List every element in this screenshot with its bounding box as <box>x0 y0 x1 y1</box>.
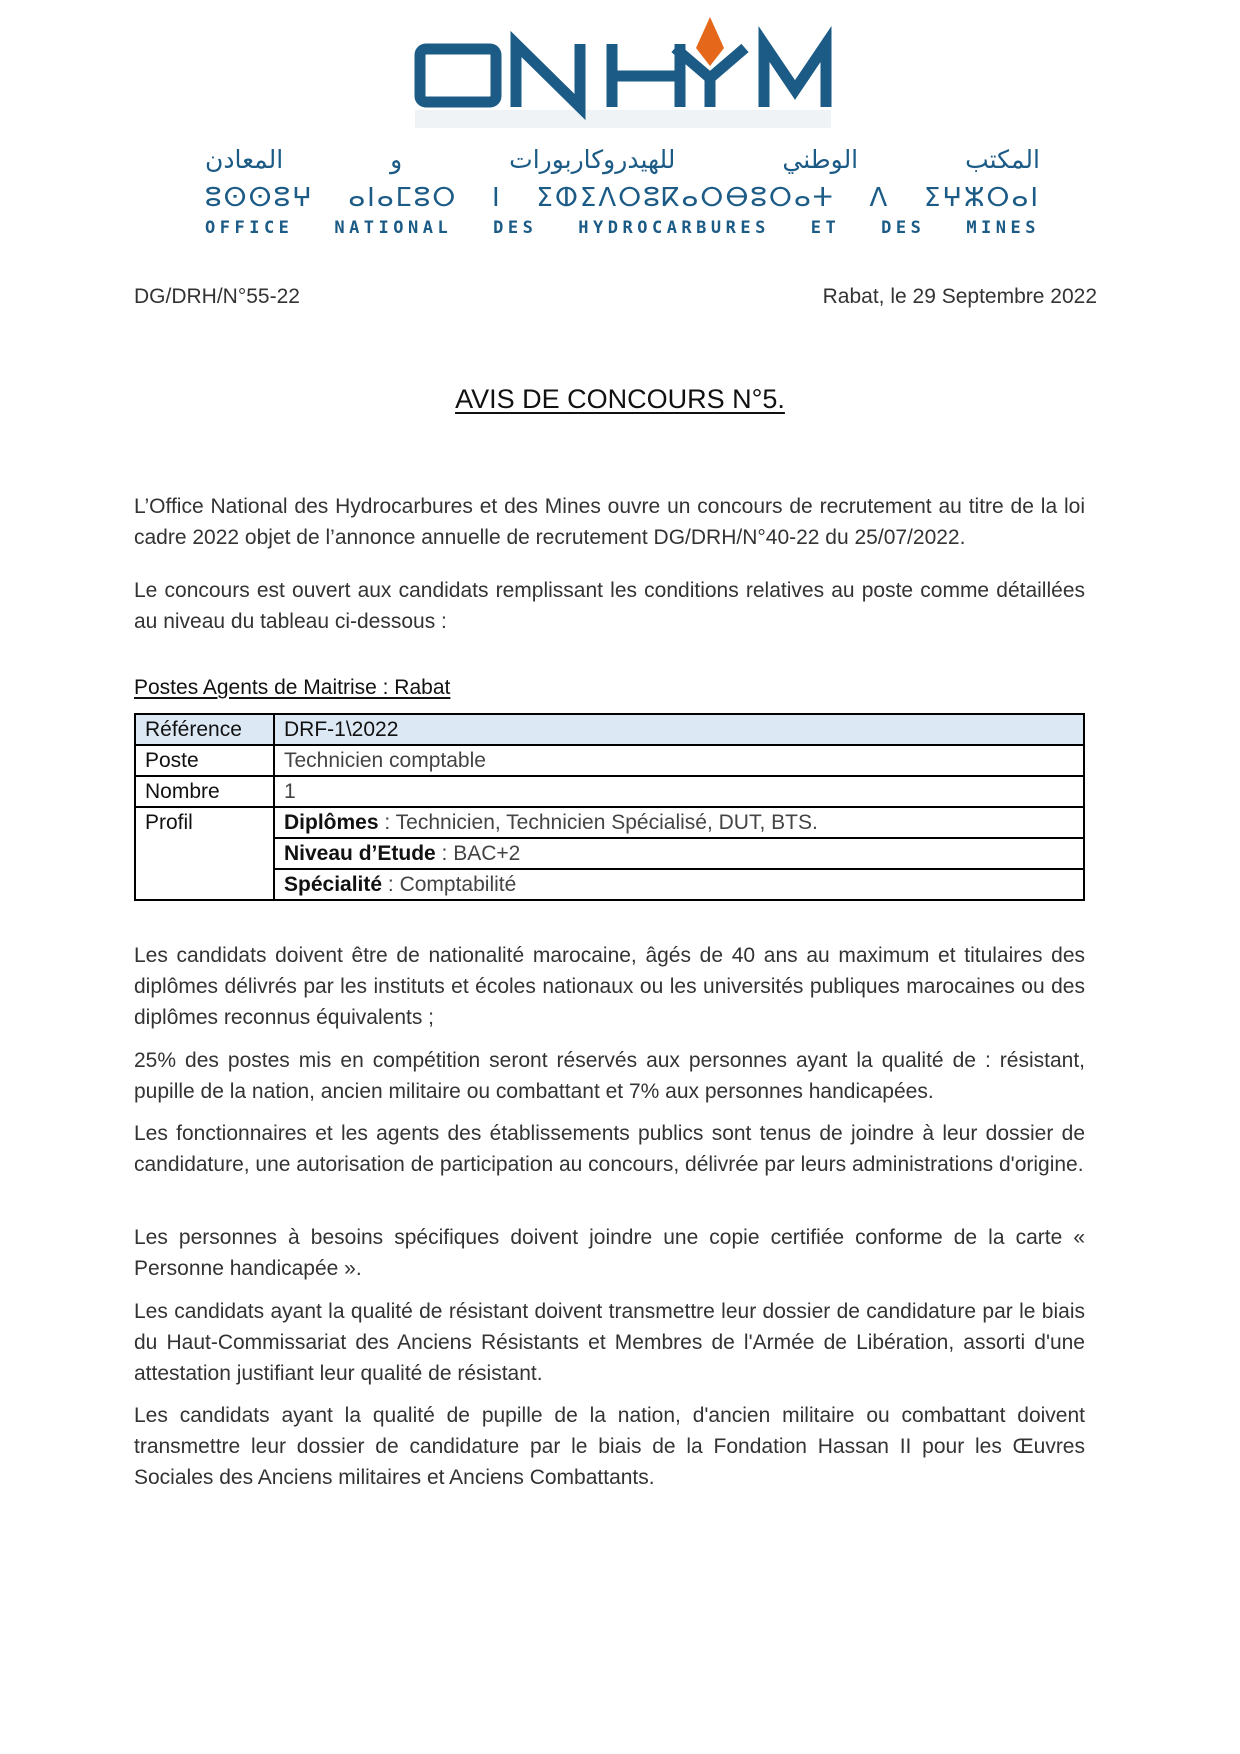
intro-paragraph: L’Office National des Hydrocarbures et des Mines ouvre un concours de recrutement au titre de la loi cadre 2022 objet de l’annonce annuelle de recrutement DG/DRH/N°40-22 du 25/07/2022. <box>134 495 1085 549</box>
row-label: Profil <box>135 807 274 900</box>
profil-key: Diplômes <box>284 811 379 834</box>
row-label: Nombre <box>135 776 274 807</box>
table-row <box>135 714 1084 745</box>
office-name: OFFICE NATIONAL DES HYDROCARBURES ET DES MINES <box>205 218 1040 238</box>
row-value: DRF-1\2022 <box>274 714 1084 745</box>
profil-sep: : <box>378 811 396 834</box>
table-row <box>135 869 1084 900</box>
table-row <box>135 745 1084 776</box>
table-row <box>135 807 1084 838</box>
body-paragraph: 25% des postes mis en compétition seront réservés aux personnes ayant la qualité de : résistant, pupille de la nation, ancien militaire ou combattant et 7% aux personnes handicapées. <box>134 1049 1085 1103</box>
profil-diplomes <box>274 807 1084 838</box>
document-date: Rabat, le 29 Septembre 2022 <box>822 285 1097 308</box>
row-label: Poste <box>135 745 274 776</box>
intro-paragraph: Le concours est ouvert aux candidats remplissant les conditions relatives au poste comme détaillées au niveau du tableau ci-dessous : <box>134 579 1085 633</box>
table-row <box>135 776 1084 807</box>
profil-value: Comptabilité <box>399 873 517 896</box>
onhym-logo-mark-icon <box>0 0 1240 135</box>
row-value: Technicien comptable <box>274 745 1084 776</box>
profil-key: Spécialité <box>284 873 383 896</box>
profil-niveau <box>274 838 1084 869</box>
profil-sep: : <box>435 842 454 865</box>
document-reference: DG/DRH/N°55-22 <box>134 285 300 308</box>
body-paragraph: Les fonctionnaires et les agents des établissements publics sont tenus de joindre à leur dossier de candidature, une autorisation de participation au concours, délivrée par leurs administrations d'origine. <box>134 1122 1085 1176</box>
profil-value: BAC+2 <box>453 842 521 865</box>
body-paragraph: Les candidats ayant la qualité de pupille de la nation, d'ancien militaire ou combattant doivent transmettre leur dossier de candidature par le biais de la Fondation Hassan II pour les Œuvres Sociales des Anciens militaires et Anciens Combattants. <box>134 1404 1085 1489</box>
row-label: Référence <box>135 714 274 745</box>
page-title-text: AVIS DE CONCOURS N°5. <box>455 384 785 414</box>
profil-specialite <box>274 869 1084 900</box>
body-paragraph: Les candidats ayant la qualité de résistant doivent transmettre leur dossier de candidature par le biais du Haut-Commissariat des Anciens Résistants et Membres de l'Armée de Libération, assorti d'une attestation justifiant leur qualité de résistant. <box>134 1300 1085 1385</box>
table-heading: Postes Agents de Maitrise : Rabat <box>134 676 451 699</box>
body-paragraph: Les candidats doivent être de nationalité marocaine, âgés de 40 ans au maximum et titulaires des diplômes délivrés par les instituts et écoles nationaux ou les universités publiques marocaines ou des diplômes reconnus équivalents ; <box>134 944 1085 1029</box>
onhym-logo <box>0 0 1240 250</box>
body-paragraph: Les personnes à besoins spécifiques doivent joindre une copie certifiée conforme de la carte « Personne handicapée ». <box>134 1226 1085 1280</box>
page-title <box>0 384 1240 415</box>
tifinagh-office-name: ⵓⵙⵙⵓⵖ ⴰⵏⴰⵎⵓⵔ ⵏ ⵉⵀⵉⴷⵔⵓⴽⴰⵔⴱⵓⵔⴰⵜ ⴷ ⵉⵖⵣⵔⴰⵏ <box>205 183 1040 213</box>
profil-sep: : <box>382 873 400 896</box>
arabic-office-name: المكتب الوطني للهيدروكاربورات و المعادن <box>205 145 1040 174</box>
row-value: 1 <box>274 776 1084 807</box>
position-table <box>134 713 1085 901</box>
profil-key: Niveau d’Etude <box>284 842 436 865</box>
profil-value: Technicien, Technicien Spécialisé, DUT, BTS. <box>395 811 818 834</box>
table-row <box>135 838 1084 869</box>
